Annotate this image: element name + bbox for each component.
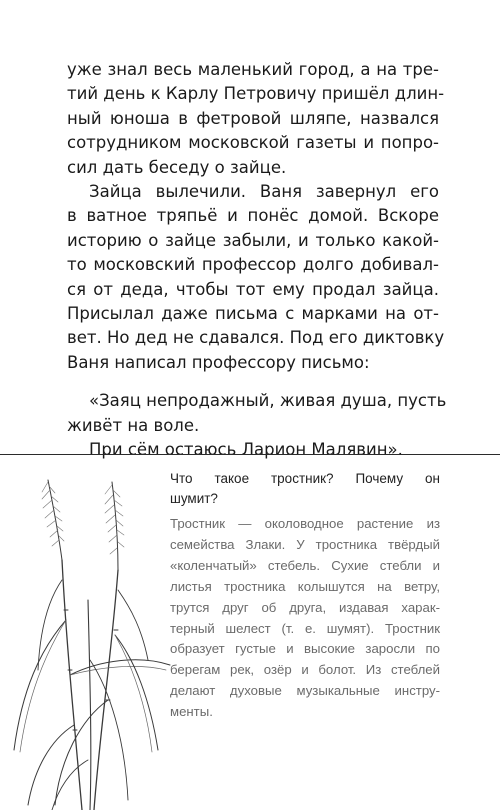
text-line: Ваня написал профессору письмо: <box>67 352 370 372</box>
reed-plant-icon <box>0 460 180 810</box>
text-line: вет. Но дед не сдавался. Под его диктовку <box>67 328 445 348</box>
text-line: ный юноша в фетровой шляпе, назвался <box>67 108 439 128</box>
text-line: шумит? <box>170 490 218 506</box>
text-line: историю о зайце забыли, и только какой- <box>67 230 439 250</box>
text-line: сотрудником московской газеты и попро- <box>67 133 439 153</box>
text-line: берегам рек, озёр и болот. Из стеблей <box>170 662 440 678</box>
story-paragraph-1 <box>67 58 445 180</box>
paragraph-gap <box>67 375 439 389</box>
text-line: образует густые и высокие заросли по <box>170 641 440 657</box>
text-line: в ватное тряпьё и понёс домой. Вскоре <box>67 206 439 226</box>
text-line: сил дать беседу о зайце. <box>67 157 287 177</box>
letter-signature: При сём остаюсь Ларион Малявин». <box>89 440 403 460</box>
text-line: уже знал весь маленький город, а на тре- <box>67 60 439 79</box>
info-sidebar <box>170 469 440 723</box>
text-line: «коленчатый» стебель. Сухие стебли и <box>170 557 440 573</box>
story-paragraph-2 <box>67 180 445 375</box>
text-line: Что такое тростник? Почему он <box>170 471 440 486</box>
story-text <box>67 58 447 463</box>
text-line: живёт на воле. <box>67 415 200 435</box>
text-line: тий день к Карлу Петровичу пришёл длин- <box>67 84 445 104</box>
text-line: «Заяц непродажный, живая душа, пусть <box>89 391 447 411</box>
text-line: Присылал даже письма с марками на от- <box>67 304 439 324</box>
text-line: трутся друг об друга, издавая харак- <box>170 599 440 615</box>
text-line: менты. <box>170 704 213 720</box>
text-line: Зайца вылечили. Ваня завернул его <box>89 182 439 202</box>
text-line: то московский профессор долго добивал- <box>67 255 439 275</box>
text-line: листья тростника колышутся на ветру, <box>170 578 440 594</box>
sidebar-answer <box>170 514 440 723</box>
text-line: делают духовые музыкальные инстру- <box>170 683 440 699</box>
text-line: Тростник — околоводное растение из <box>170 516 440 531</box>
letter-quote <box>67 389 447 462</box>
text-line: ся от деда, чтобы тот ему продал зайца. <box>67 279 439 299</box>
text-line: семейства Злаки. У тростника твёрдый <box>170 536 440 552</box>
sidebar-question <box>170 469 440 508</box>
section-divider <box>0 454 500 455</box>
text-line: терный шелест (т. е. шумят). Тростник <box>170 620 440 636</box>
